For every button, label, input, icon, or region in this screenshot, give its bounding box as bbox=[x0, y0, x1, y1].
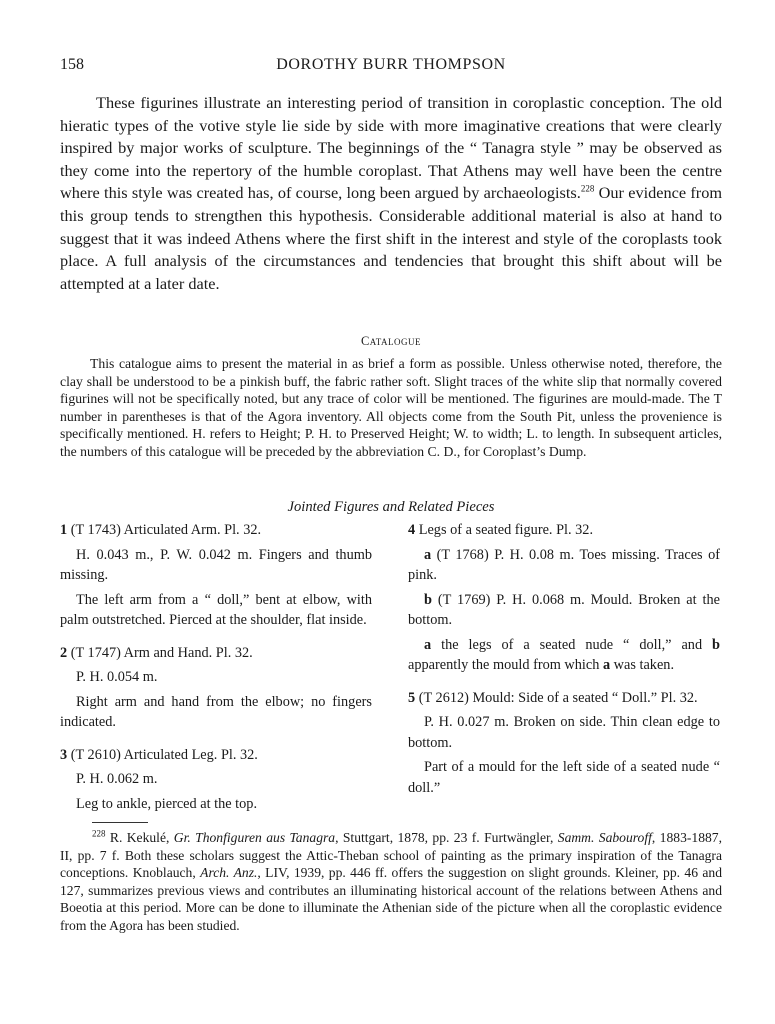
entry-measurements: P. H. 0.054 m. bbox=[76, 669, 158, 685]
catalogue-entry-4 bbox=[408, 520, 720, 676]
catalogue-column-left bbox=[60, 520, 372, 826]
catalogue-entry-2 bbox=[60, 643, 372, 733]
entry-description: Right arm and hand from the elbow; no fingers indicated. bbox=[60, 693, 372, 730]
page-header bbox=[60, 56, 722, 80]
footnote-228 bbox=[60, 829, 722, 934]
entry-measurements: P. H. 0.062 m. bbox=[76, 771, 158, 787]
intro-text-1: These figurines illustrate an interesting period of transition in coroplastic conception. The old hieratic types of the votive style lie side by side with more imaginative creations that were clearly inspired by major works of sculpture. The beginnings of the “ Tanagra style ” may be observed as they come into the repertory of the humble coroplast. That Athens may well have been the centre where this style was created has, of course, long been argued by archaeologists. bbox=[60, 93, 722, 203]
part-text: apparently the mould from which bbox=[408, 657, 603, 673]
footnote-text: , 1883-1887, II, pp. 7 f. Both these scholars suggest the Attic-Theban school of painting as the primary inspiration of the Tanagra conceptions. Knoblauch, bbox=[60, 830, 722, 880]
footnote-reference[interactable]: 228 bbox=[580, 183, 595, 194]
footnote-text: R. Kekulé, bbox=[105, 830, 174, 845]
footnote-text: , Stuttgart, 1878, pp. 23 f. Furtwängler, bbox=[335, 830, 558, 845]
entry-heading: Legs of a seated figure. Pl. 32. bbox=[415, 522, 594, 538]
part-label: a bbox=[424, 546, 432, 563]
entry-description: Leg to ankle, pierced at the top. bbox=[76, 795, 258, 812]
part-label: b bbox=[712, 636, 720, 653]
intro-text-2: Our evidence from this group tends to strengthen this hypothesis. Considerable additional material is also at hand to suggest that it was indeed Athens where the first shift in the interest and style of the coroplasts took place. A full analysis of the circumstances and tendencies that brought this shift about will be attempted at a later date. bbox=[60, 183, 722, 293]
part-text: the legs of a seated nude “ doll,” and bbox=[431, 636, 713, 653]
part-text: was taken. bbox=[610, 657, 675, 673]
running-head: DOROTHY BURR THOMPSON bbox=[276, 56, 506, 73]
part-text: (T 1768) P. H. 0.08 m. Toes missing. Traces of pink. bbox=[408, 546, 720, 583]
catalogue-intro: This catalogue aims to present the material in as brief a form as possible. Unless otherwise noted, therefore, the clay shall be understood to be a pinkish buff, the fabric rather soft. Slight traces of the white slip that normally covered figurines will not be specifically noted, but any trace of color will be mentioned. The figurines are mould-made. The T number in parentheses is that of the Agora inventory. All objects come from the South Pit, unless the provenience is specifically mentioned. H. refers to Height; P. H. to Preserved Height; W. to width; L. to length. In subsequent articles, the numbers of this catalogue will be preceded by the abbreviation C. D., for Coroplast’s Dump. bbox=[60, 356, 722, 459]
footnote-title: Gr. Thonfiguren aus Tanagra bbox=[173, 830, 336, 845]
entry-description bbox=[408, 635, 720, 676]
entry-description: The left arm from a “ doll,” bent at elbow, with palm outstretched. Pierced at the shoulder, flat inside. bbox=[60, 591, 372, 628]
entry-description: Part of a mould for the left side of a seated nude “ doll.” bbox=[408, 759, 720, 796]
entry-number: 4 bbox=[408, 522, 416, 538]
section-title: Jointed Figures and Related Pieces bbox=[287, 499, 495, 515]
entry-heading: (T 2612) Mould: Side of a seated “ Doll.” Pl. 32. bbox=[415, 689, 698, 706]
entry-measurements: P. H. 0.027 m. Broken on side. Thin clean edge to bottom. bbox=[408, 714, 720, 751]
catalogue-column-right bbox=[408, 520, 720, 810]
entry-heading: (T 1747) Arm and Hand. Pl. 32. bbox=[67, 644, 253, 661]
entry-part-a bbox=[408, 545, 720, 586]
part-label: a bbox=[424, 636, 432, 653]
entry-number: 1 bbox=[60, 522, 68, 538]
footnote-text: , LIV, 1939, pp. 446 ff. offers the suggestion on slight grounds. Kleiner, pp. 46 and 127, summarizes previous views and contributes an illuminating historical account of the relations between Athens and Boeotia at this period. More can be done to illuminate the Athenian side of the picture when all the coroplastic evidence from the Agora has been studied. bbox=[60, 865, 722, 933]
catalogue-entry-1 bbox=[60, 520, 372, 631]
intro-paragraph bbox=[60, 92, 722, 295]
entry-number: 3 bbox=[60, 746, 68, 763]
entry-heading: (T 1743) Articulated Arm. Pl. 32. bbox=[67, 522, 262, 538]
entry-heading: (T 2610) Articulated Leg. Pl. 32. bbox=[67, 746, 258, 763]
catalogue-title: Catalogue bbox=[360, 334, 422, 348]
footnote-title: Samm. Sabouroff bbox=[557, 830, 652, 845]
entry-part-b bbox=[408, 590, 720, 631]
entry-number: 5 bbox=[408, 689, 416, 706]
footnote-number: 228 bbox=[92, 828, 106, 839]
part-label: a bbox=[602, 657, 611, 673]
page-number: 158 bbox=[60, 56, 84, 73]
footnote-divider bbox=[92, 822, 148, 823]
entry-measurements: H. 0.043 m., P. W. 0.042 m. Fingers and thumb missing. bbox=[60, 546, 372, 583]
part-label: b bbox=[424, 591, 432, 608]
footnote-title: Arch. Anz. bbox=[200, 865, 258, 880]
entry-number: 2 bbox=[60, 644, 68, 661]
part-text: (T 1769) P. H. 0.068 m. Mould. Broken at the bottom. bbox=[408, 591, 720, 628]
catalogue-entry-5 bbox=[408, 688, 720, 799]
catalogue-entry-3 bbox=[60, 745, 372, 815]
